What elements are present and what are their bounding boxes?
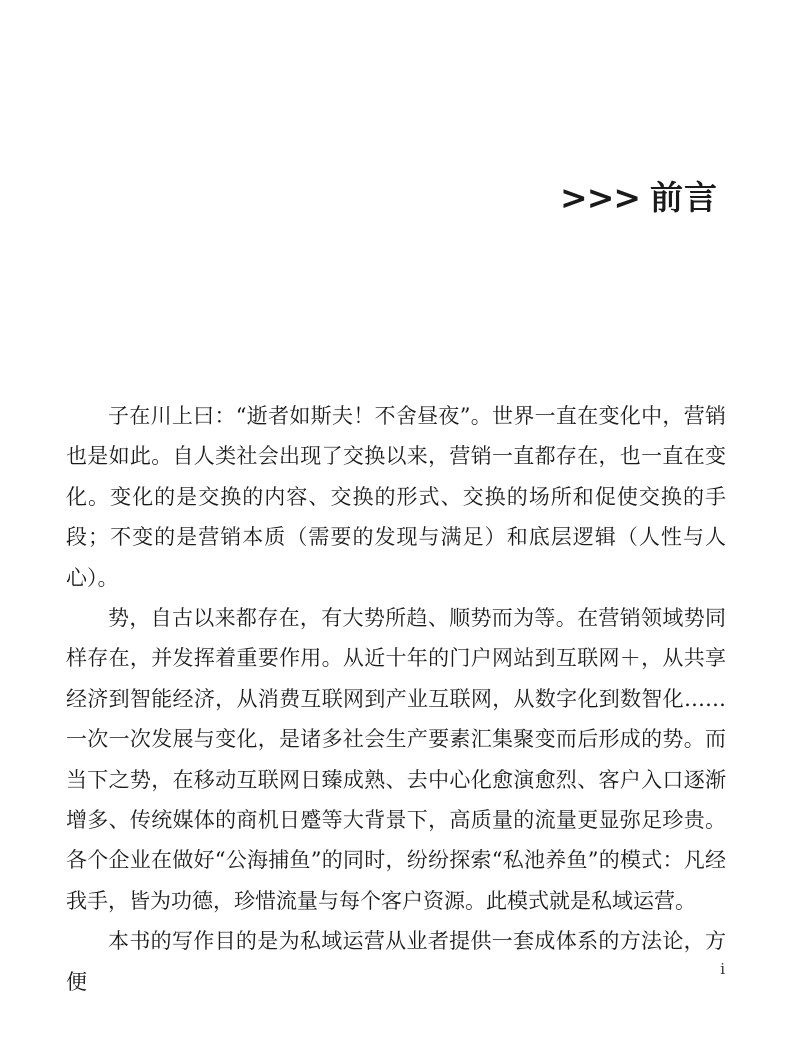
heading-title: 前言 xyxy=(650,178,718,217)
paragraph: 子在川上曰：“逝者如斯夫！不舍昼夜”。世界一直在变化中，营销也是如此。自人类社会出现了交换以来，营销一直都存在，也一直在变化。变化的是交换的内容、交换的形式、交换的场所和促使交换的手段；不变的是营销本质（需要的发现与满足）和底层逻辑（人性与人心）。 xyxy=(66,404,726,590)
chapter-heading xyxy=(560,172,718,219)
paragraph: 势，自古以来都存在，有大势所趋、顺势而为等。在营销领域势同样存在，并发挥着重要作用。从近十年的门户网站到互联网＋，从共享经济到智能经济，从消费互联网到产业互联网，从数字化到数智化……一次一次发展与变化，是诸多社会生产要素汇集聚变而后形成的势。而当下之势，在移动互联网日臻成熟、去中心化愈演愈烈、客户入口逐渐增多、传统媒体的商机日蹙等大背景下，高质量的流量更显弥足珍贵。各个企业在做好“公海捕鱼”的同时，纷纷探索“私池养鱼”的模式：凡经我手，皆为功德，珍惜流量与每个客户资源。此模式就是私域运营。 xyxy=(66,606,726,913)
page-number: i xyxy=(720,960,725,978)
heading-arrows: >>> xyxy=(560,178,640,217)
paragraph: 本书的写作目的是为私域运营从业者提供一套成体系的方法论，方便 xyxy=(66,929,726,994)
body-text xyxy=(66,396,726,1002)
